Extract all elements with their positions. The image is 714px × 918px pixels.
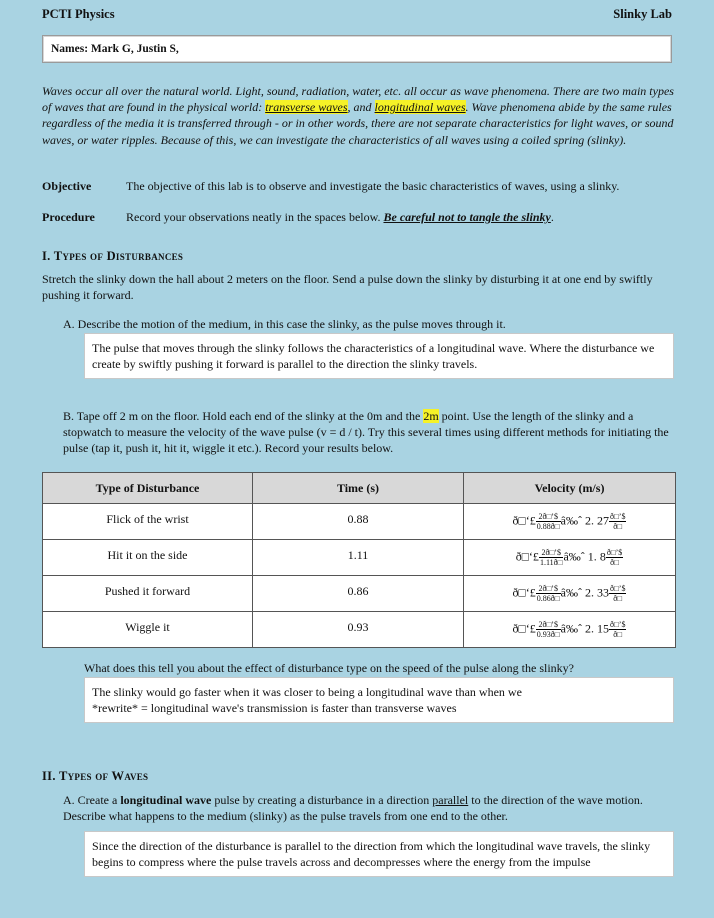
term-parallel: parallel <box>432 793 469 807</box>
velocity-unit-fraction: $\frac{ð□’\$}{ð□}$ <box>606 548 623 567</box>
velocity-prefix: ð□‘£ <box>512 513 536 528</box>
objective-text: The objective of this lab is to observe and investigate the basic characteristics of waves, using a slinky. <box>126 179 620 193</box>
table-row <box>43 612 676 648</box>
cell-velocity[interactable] <box>464 576 676 612</box>
cell-type[interactable]: Flick of the wrist <box>43 504 253 540</box>
col-header-time: Time (s) <box>253 473 464 504</box>
answer-1a-box[interactable]: The pulse that moves through the slinky follows the characteristics of a longitudinal wave. Where the disturbance we create by swiftly pushing it forward is parallel to the direction the slinky travels. <box>84 333 674 379</box>
velocity-unit-fraction: $\frac{ð□’\$}{ð□}$ <box>609 584 626 603</box>
velocity-unit-fraction: $\frac{ð□’\$}{ð□}$ <box>609 620 626 639</box>
intro-paragraph: Waves occur all over the natural world. Light, sound, radiation, water, etc. all occur as wave phenomena. There are two main types of waves that are found in the physical world: transverse waves, and longitudinal waves. Wave phenomena abide by the same rules regardless of the media it is transferred through - or in other words, there are not separate characteristics for light waves, or sound waves, or water ripples. Because of this, we can investigate the characteristics of all waves using a coiled spring (slinky). <box>42 84 674 147</box>
section-1-instructions: Stretch the slinky down the hall about 2 meters on the floor. Send a pulse down the slinky by disturbing it at one end by swiftly pushing it forward. <box>42 272 653 303</box>
answer-1c-line-2: *rewrite* = longitudinal wave's transmission is faster than transverse waves <box>92 701 457 716</box>
table-row <box>43 576 676 612</box>
cell-type[interactable]: Wiggle it <box>43 612 253 648</box>
procedure-text: Record your observations neatly in the spaces below. Be careful not to tangle the slinky. <box>126 210 554 224</box>
col-header-type: Type of Disturbance <box>43 473 253 504</box>
lab-title: Slinky Lab <box>613 7 672 21</box>
question-1c: What does this tell you about the effect of disturbance type on the speed of the pulse along the slinky? <box>84 661 574 675</box>
cell-velocity[interactable] <box>464 540 676 576</box>
term-longitudinal-wave: longitudinal wave <box>120 793 212 807</box>
answer-1c-line-1: The slinky would go faster when it was closer to being a longitudinal wave than when we <box>92 685 522 699</box>
section-2-title: II. Types of Waves <box>42 769 149 783</box>
col-header-velocity: Velocity (m/s) <box>464 473 676 504</box>
cell-time[interactable]: 0.93 <box>253 612 464 648</box>
cell-velocity[interactable] <box>464 612 676 648</box>
velocity-fraction: $\frac{2ð□’\$}{0.88ð□}$ <box>536 512 560 531</box>
velocity-fraction: $\frac{2ð□’\$}{0.93ð□}$ <box>536 620 560 639</box>
table-header-row <box>43 473 676 504</box>
highlight-2m: 2m <box>423 409 439 423</box>
highlight-transverse: transverse waves <box>265 100 348 115</box>
procedure-label: Procedure <box>42 210 95 224</box>
velocity-approx: â‰ˆ 2. <box>560 513 597 528</box>
velocity-approx: â‰ˆ 2. <box>560 621 597 636</box>
section-1-title: I. Types of Disturbances <box>42 249 184 263</box>
velocity-fraction: $\frac{2ð□’\$}{0.86ð□}$ <box>536 584 560 603</box>
table-row <box>43 540 676 576</box>
velocity-prefix: ð□‘£ <box>515 549 539 564</box>
velocity-digits: 15 <box>596 621 609 636</box>
procedure-warning: Be careful not to tangle the slinky <box>383 210 551 224</box>
velocity-prefix: ð□‘£ <box>512 585 536 600</box>
cell-type[interactable]: Pushed it forward <box>43 576 253 612</box>
highlight-longitudinal: longitudinal waves <box>374 100 466 115</box>
objective-label: Objective <box>42 179 92 193</box>
names-field[interactable]: Names: Mark G, Justin S, <box>42 35 672 63</box>
question-1b: B. Tape off 2 m on the floor. Hold each end of the slinky at the 0m and the 2m point. Use the length of the slinky and a stopwatch to measure the velocity of the wave pulse (v = d / t). Try this several times using different methods for initiating the pulse (tap it, push it, hit it, wiggle it etc.). Record your results below. <box>63 409 669 456</box>
course-title: PCTI Physics <box>42 7 115 21</box>
cell-time[interactable]: 1.11 <box>253 540 464 576</box>
velocity-approx: â‰ˆ 2. <box>560 585 597 600</box>
cell-velocity[interactable] <box>464 504 676 540</box>
answer-2a-box[interactable]: Since the direction of the disturbance is parallel to the direction from which the longitudinal wave travels, the slinky begins to compress where the pulse travels across and decompresses where the energy from the impulse <box>84 831 674 877</box>
cell-time[interactable]: 0.88 <box>253 504 464 540</box>
answer-1c-box[interactable] <box>84 677 674 723</box>
velocity-digits: 27 <box>596 513 609 528</box>
velocity-digits: 33 <box>596 585 609 600</box>
velocity-approx: â‰ˆ 1. <box>563 549 600 564</box>
cell-time[interactable]: 0.86 <box>253 576 464 612</box>
question-2a: A. Create a longitudinal wave pulse by creating a disturbance in a direction parallel to the direction of the wave motion. Describe what happens to the medium (slinky) as the pulse travels from one end to the other. <box>63 793 643 824</box>
table-row <box>43 504 676 540</box>
velocity-digits: 8 <box>599 549 606 564</box>
velocity-unit-fraction: $\frac{ð□’\$}{ð□}$ <box>609 512 626 531</box>
velocity-prefix: ð□‘£ <box>512 621 536 636</box>
velocity-fraction: $\frac{2ð□’\$}{1.11ð□}$ <box>539 548 563 567</box>
question-1a: A. Describe the motion of the medium, in this case the slinky, as the pulse moves through it. <box>63 317 506 331</box>
results-table <box>42 472 676 648</box>
cell-type[interactable]: Hit it on the side <box>43 540 253 576</box>
